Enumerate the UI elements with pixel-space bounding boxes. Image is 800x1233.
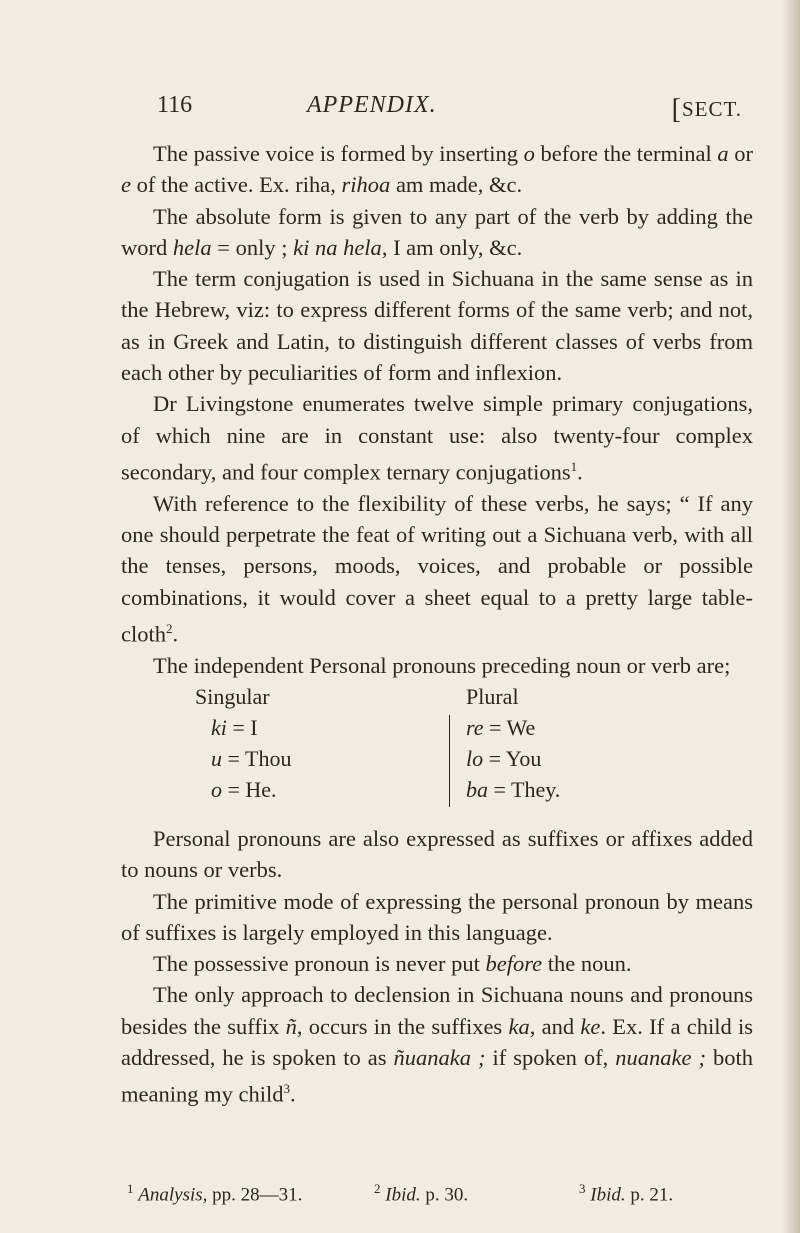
pronoun-row: lo = You [466,746,542,771]
page-edge-shadow [782,0,800,1233]
body-text-lower [121,823,753,1110]
pronoun-row: re = We [466,715,536,740]
pronoun-row: ba = They. [466,777,561,802]
footnote-1: $^1$ Analysis, pp. 28—31. [127,1181,303,1206]
paragraph-passive-voice: The passive voice is formed by inserting o before the terminal a or e of the active. Ex. riha, rihoa am made, &c. [121,141,754,198]
footnote-3: $^3$ Ibid. p. 21. [579,1181,674,1206]
pronoun-row: u = Thou [211,746,292,771]
paragraph-livingstone: Dr Livingstone enumerates twelve simple primary conjugations, of which nine are in constant use: also twenty-four complex secondary, and four complex ternary conjugations$^1$. [121,391,753,485]
paragraph-absolute-form: The absolute form is given to any part of the verb by adding the word hela = only ; ki na hela, I am only, &c. [121,203,753,260]
pronoun-row: o = He. [211,777,277,802]
pronoun-table [195,681,655,811]
plural-column [452,681,652,805]
column-divider [449,715,450,807]
paragraph-primitive-mode: The primitive mode of expressing the personal pronoun by means of suffixes is largely employed in this language. [121,888,753,945]
section-label: [SECT. [671,94,742,125]
plural-header: Plural [466,684,519,709]
singular-column [195,681,365,805]
paragraph-conjugation: The term conjugation is used in Sichuana in the same sense as in the Hebrew, viz: to express different forms of the same verb; and not, as in Greek and Latin, to distinguish different classes of verbs from each other by peculiarities of form and inflexion. [121,266,753,386]
paragraph-declension: The only approach to declension in Sichuana nouns and pronouns besides the suffix ñ, occurs in the suffixes ka, and ke. Ex. If a child is addressed, he is spoken to as ñuanaka ; if spoken of, nuanake ; both meaning my child$^3$. [121,982,753,1107]
paragraph-possessive: The possessive pronoun is never put before the noun. [153,951,632,977]
paragraph-independent-pronouns: The independent Personal pronouns preceding noun or verb are; [153,652,731,678]
footnote-2: $^2$ Ibid. p. 30. [374,1181,469,1206]
paragraph-flexibility: With reference to the flexibility of these verbs, he says; “ If any one should perpetrate the feat of writing out a Sichuana verb, with all the tenses, persons, moods, voices, and probable or possible combinations, it would cover a sheet equal to a pretty large table-cloth$^2$. [121,490,753,647]
pronoun-row: ki = I [211,715,258,740]
running-title: APPENDIX. [307,92,437,118]
paragraph-suffixes: Personal pronouns are also expressed as suffixes or affixes added to nouns or verbs. [121,826,753,883]
singular-header: Singular [195,684,270,709]
running-header [157,92,742,128]
body-text-upper [121,138,753,681]
page-number: 116 [157,92,193,118]
